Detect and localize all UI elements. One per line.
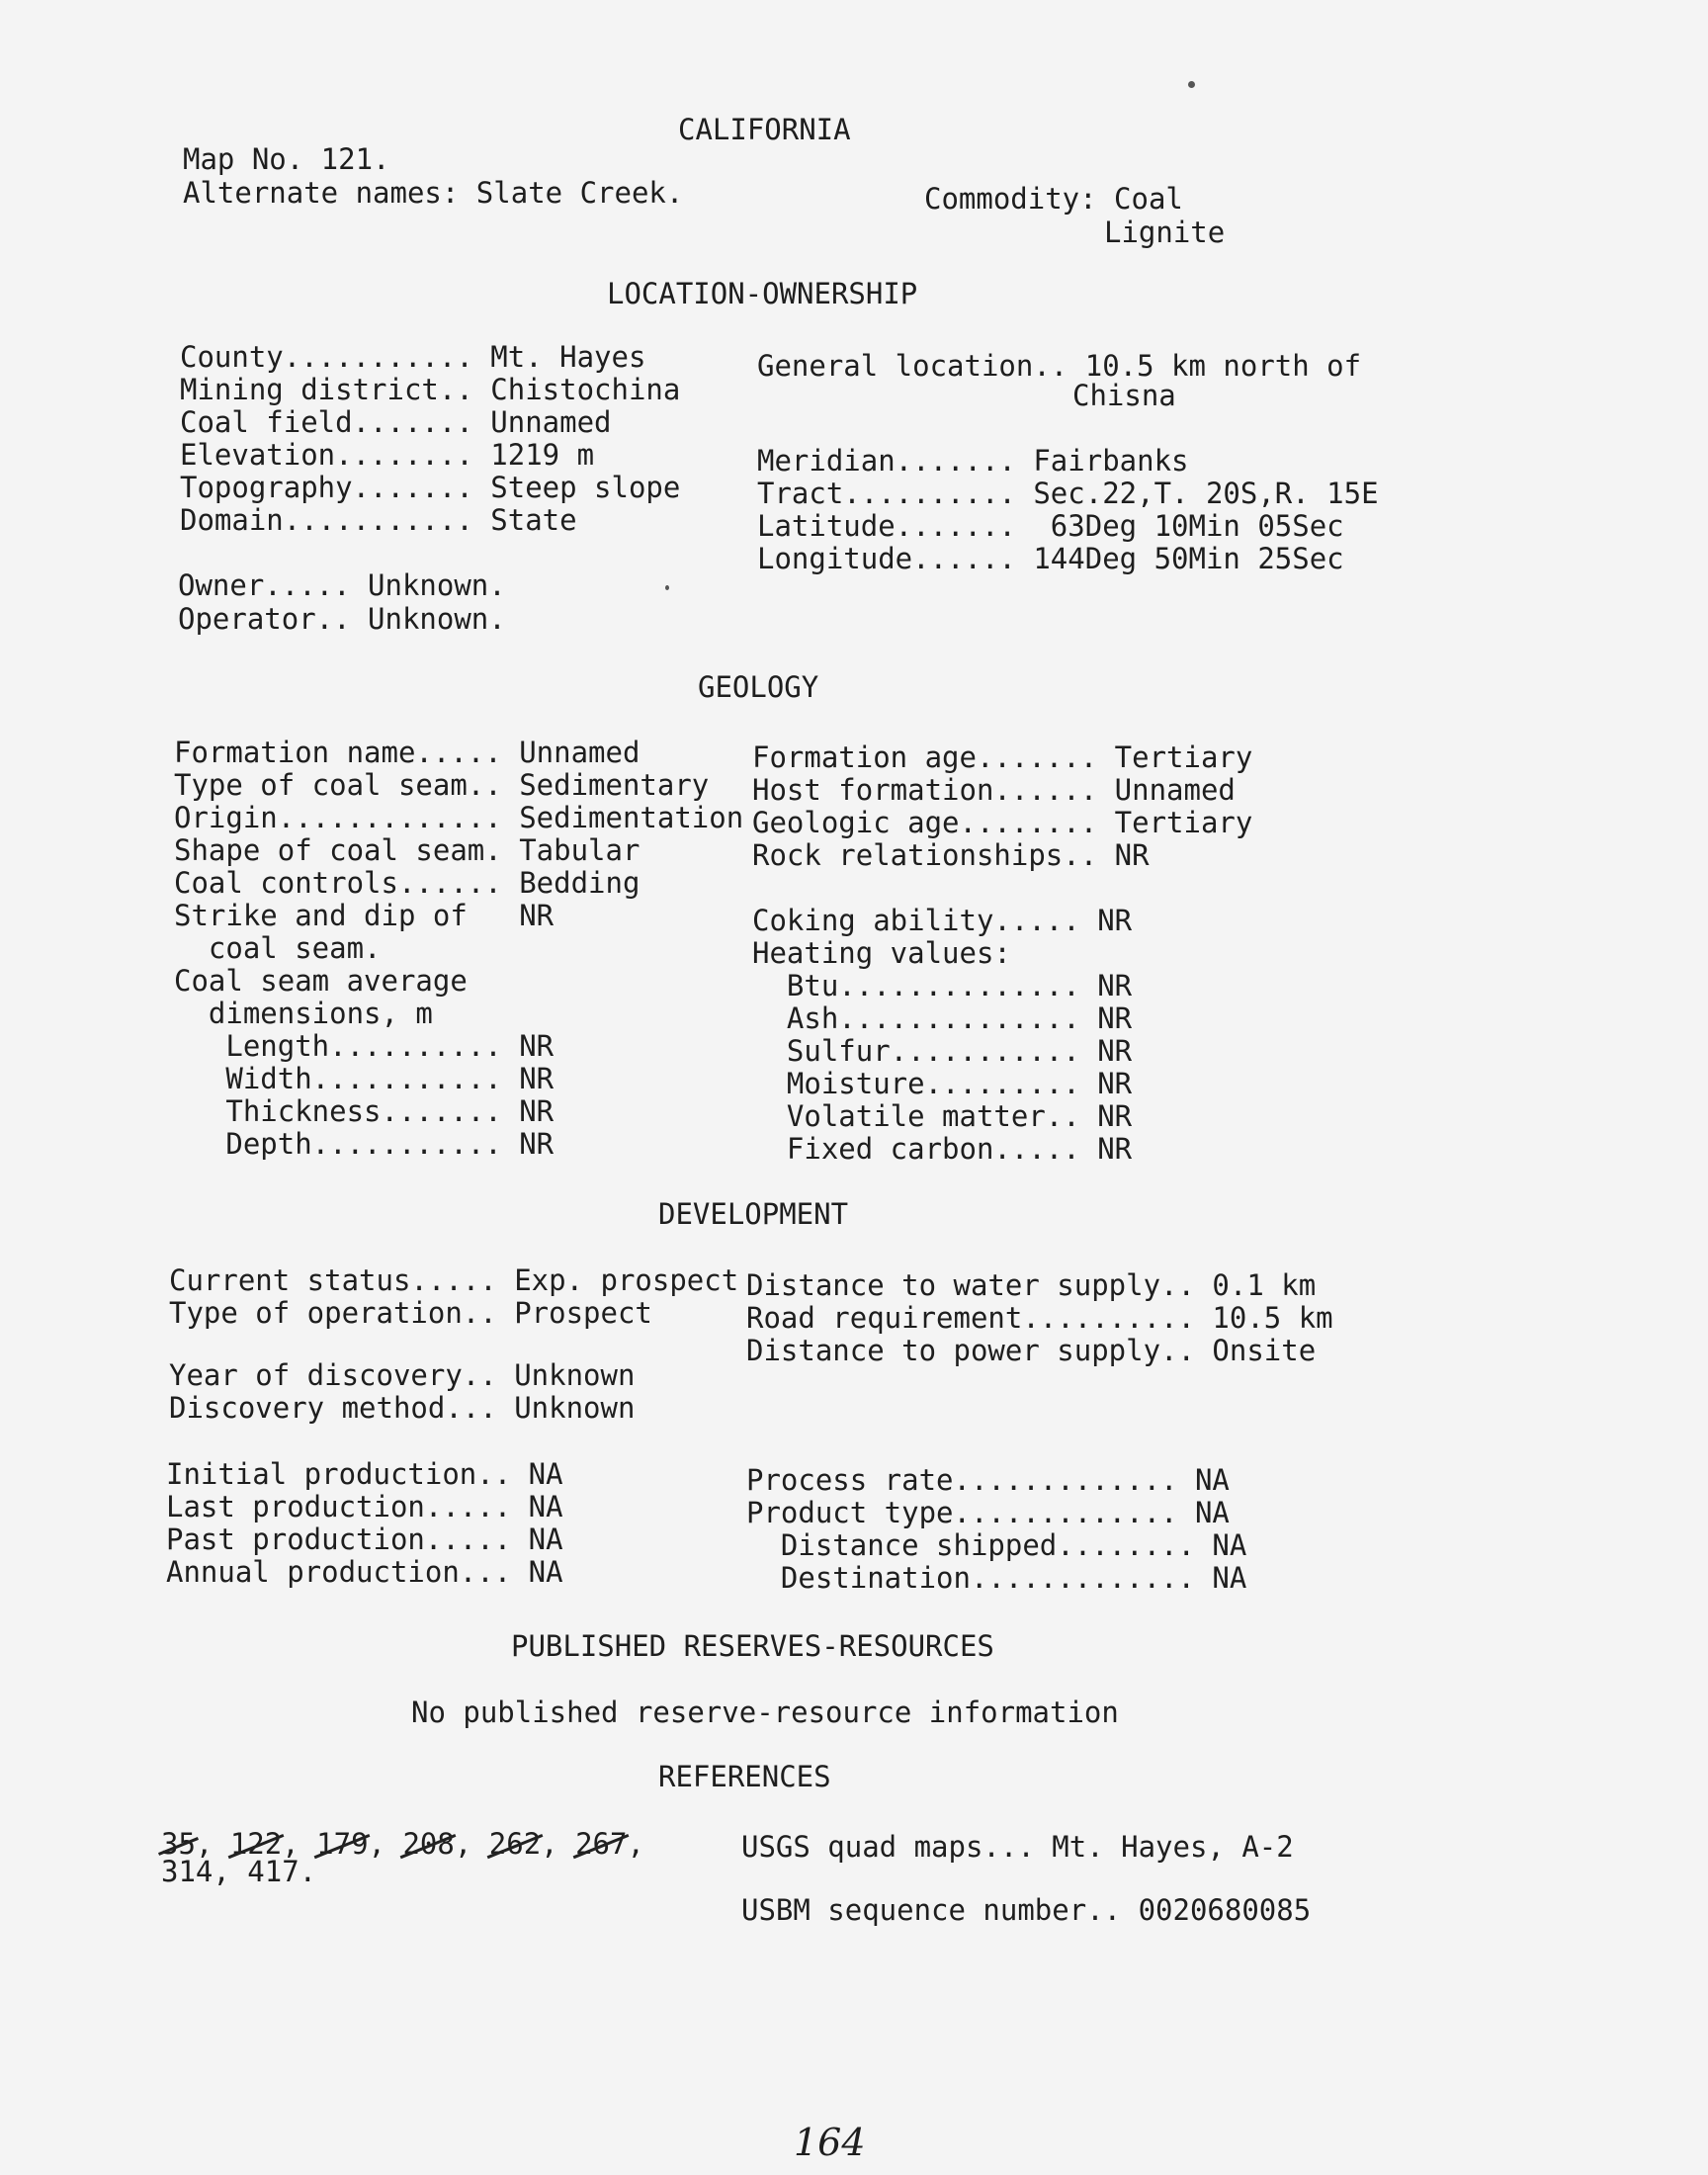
road-requirement-row: Road requirement.......... 10.5 km bbox=[746, 1301, 1333, 1335]
water-supply-row: Distance to water supply.. 0.1 km bbox=[746, 1268, 1317, 1302]
seam-dimensions-heading: Coal seam average bbox=[174, 964, 468, 998]
initial-production-row: Initial production.. NA bbox=[166, 1457, 563, 1491]
formation-name-row: Formation name..... Unnamed bbox=[174, 736, 640, 769]
seam-shape-row: Shape of coal seam. Tabular bbox=[174, 833, 640, 867]
usbm-sequence-number: USBM sequence number.. 0020680085 bbox=[741, 1893, 1312, 1927]
struck-reference: 179 bbox=[316, 1827, 369, 1861]
section-heading-references: REFERENCES bbox=[658, 1760, 831, 1793]
elevation-row: Elevation........ 1219 m bbox=[180, 438, 595, 472]
meridian-row: Meridian....... Fairbanks bbox=[757, 444, 1189, 478]
volatile-matter-row: Volatile matter.. NR bbox=[752, 1099, 1133, 1133]
strike-dip-continued: coal seam. bbox=[174, 931, 382, 965]
latitude-row: Latitude....... 63Deg 10Min 05Sec bbox=[757, 509, 1344, 543]
fixed-carbon-row: Fixed carbon..... NR bbox=[752, 1132, 1133, 1166]
general-location-row: General location.. 10.5 km north of bbox=[757, 349, 1362, 383]
coking-ability-row: Coking ability..... NR bbox=[752, 904, 1133, 937]
origin-row: Origin............. Sedimentation bbox=[174, 801, 744, 834]
section-heading-geology: GEOLOGY bbox=[698, 670, 819, 704]
product-type-row: Product type............. NA bbox=[746, 1496, 1230, 1529]
struck-reference: 267 bbox=[575, 1827, 628, 1861]
coal-field-row: Coal field....... Unnamed bbox=[180, 405, 612, 439]
alternate-names: Alternate names: Slate Creek. bbox=[183, 176, 684, 210]
annual-production-row: Annual production... NA bbox=[166, 1555, 563, 1589]
discovery-method-row: Discovery method... Unknown bbox=[169, 1391, 636, 1425]
operator-row: Operator.. Unknown. bbox=[178, 602, 506, 636]
mining-district-row: Mining district.. Chistochina bbox=[180, 373, 681, 406]
reference-numbers-continued: 314, 417. bbox=[161, 1855, 317, 1888]
section-heading-reserves: PUBLISHED RESERVES-RESOURCES bbox=[511, 1629, 994, 1663]
section-heading-location: LOCATION-OWNERSHIP bbox=[607, 277, 918, 310]
formation-age-row: Formation age....... Tertiary bbox=[752, 740, 1253, 774]
seam-dimensions-unit: dimensions, m bbox=[174, 997, 433, 1030]
section-heading-development: DEVELOPMENT bbox=[658, 1197, 849, 1231]
general-location-continued: Chisna bbox=[1072, 379, 1176, 412]
geologic-age-row: Geologic age........ Tertiary bbox=[752, 806, 1253, 839]
coal-controls-row: Coal controls...... Bedding bbox=[174, 866, 640, 900]
scan-speck bbox=[1188, 81, 1195, 88]
longitude-row: Longitude...... 144Deg 50Min 25Sec bbox=[757, 542, 1344, 575]
map-number: Map No. 121. bbox=[183, 142, 390, 176]
depth-row: Depth........... NR bbox=[174, 1127, 555, 1161]
reserves-text: No published reserve-resource information bbox=[411, 1696, 1119, 1729]
coal-seam-type-row: Type of coal seam.. Sedimentary bbox=[174, 768, 710, 802]
length-row: Length.......... NR bbox=[174, 1029, 555, 1063]
page-number: 164 bbox=[794, 2121, 866, 2164]
last-production-row: Last production..... NA bbox=[166, 1490, 563, 1523]
power-supply-row: Distance to power supply.. Onsite bbox=[746, 1334, 1317, 1367]
host-formation-row: Host formation...... Unnamed bbox=[752, 773, 1236, 807]
struck-reference: 122 bbox=[229, 1827, 283, 1861]
commodity: Commodity: Coal bbox=[924, 182, 1183, 216]
past-production-row: Past production..... NA bbox=[166, 1522, 563, 1556]
domain-row: Domain........... State bbox=[180, 503, 577, 537]
destination-row: Destination............. NA bbox=[746, 1561, 1247, 1595]
sulfur-row: Sulfur........... NR bbox=[752, 1034, 1133, 1068]
moisture-row: Moisture......... NR bbox=[752, 1067, 1133, 1100]
distance-shipped-row: Distance shipped........ NA bbox=[746, 1528, 1247, 1562]
county-row: County........... Mt. Hayes bbox=[180, 340, 646, 374]
struck-reference: 262 bbox=[488, 1827, 542, 1861]
rock-relationships-row: Rock relationships.. NR bbox=[752, 838, 1150, 872]
heating-values-heading: Heating values: bbox=[752, 936, 1011, 970]
strike-dip-row: Strike and dip of NR bbox=[174, 899, 555, 932]
btu-row: Btu.............. NR bbox=[752, 969, 1133, 1002]
discovery-year-row: Year of discovery.. Unknown bbox=[169, 1358, 636, 1392]
width-row: Width........... NR bbox=[174, 1062, 555, 1095]
scan-speck bbox=[665, 585, 669, 590]
reference-numbers: 35, 122, 179, 208, 262, 267, bbox=[161, 1827, 644, 1861]
topography-row: Topography....... Steep slope bbox=[180, 471, 681, 504]
struck-reference: 208 bbox=[402, 1827, 455, 1861]
current-status-row: Current status..... Exp. prospect bbox=[169, 1263, 739, 1297]
state-title: CALIFORNIA bbox=[678, 113, 851, 146]
thickness-row: Thickness....... NR bbox=[174, 1094, 555, 1128]
struck-reference: 35 bbox=[161, 1827, 196, 1861]
process-rate-row: Process rate............. NA bbox=[746, 1463, 1230, 1497]
usgs-quad-maps: USGS quad maps... Mt. Hayes, A-2 bbox=[741, 1830, 1294, 1864]
owner-row: Owner..... Unknown. bbox=[178, 568, 506, 602]
ash-row: Ash.............. NR bbox=[752, 1001, 1133, 1035]
tract-row: Tract.......... Sec.22,T. 20S,R. 15E bbox=[757, 477, 1379, 510]
commodity-lignite: Lignite bbox=[1104, 216, 1226, 249]
operation-type-row: Type of operation.. Prospect bbox=[169, 1296, 652, 1330]
